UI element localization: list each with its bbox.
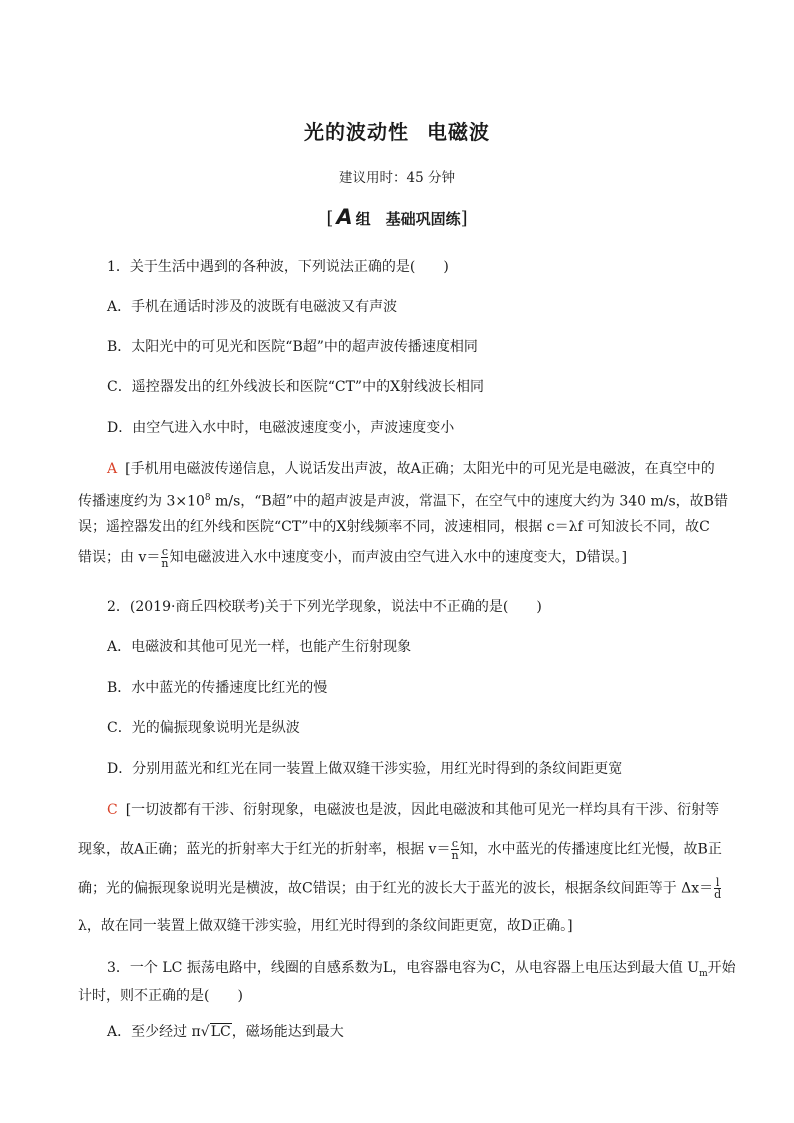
q1-option-a: A．手机在通话时涉及的波既有电磁波又有声波	[107, 299, 398, 315]
q3-option-a: A．至少经过 π√LC，磁场能达到最大	[107, 1024, 344, 1040]
q1-explanation-line-2: 传播速度约为 $3\times 10^8$ m/s，“B超”中的超声波是声波，常温下，在空气中的速度大约为 340 m/s，故B错	[78, 493, 728, 510]
q2-option-c: C．光的偏振现象说明光是纵波	[107, 720, 300, 736]
q3-stem-line-2: 计时，则不正确的是( )	[78, 988, 243, 1004]
title-part-2: 电磁波	[427, 120, 490, 144]
q2-answer: C	[107, 802, 118, 818]
fraction-c-over-n: $\frac{c}{n}$	[451, 837, 459, 862]
q1-option-b: B．太阳光中的可见光和医院“B超”中的超声波传播速度相同	[107, 339, 478, 355]
q1-explanation-line-3: 误；遥控器发出的红外线和医院“CT”中的X射线频率不同，波速相同，根据 c＝λf 可知波长不同，故C	[78, 519, 710, 535]
q2-explanation-line-2: 现象，故A正确；蓝光的折射率大于红光的折射率，根据 v＝ $\frac{c}{n}$ 知，水中蓝光的传播速度比红光慢，故B正	[78, 837, 722, 862]
group-letter: A	[336, 205, 353, 229]
q2-explanation-line-3: 确；光的偏振现象说明光是横波，故C错误；由于红光的波长大于蓝光的波长，根据条纹间距等于 Δx＝ $\frac{l}{d}$	[78, 876, 722, 901]
group-heading: [ A 组 基础巩固练]	[326, 205, 468, 229]
q1-stem: 1．关于生活中遇到的各种波，下列说法正确的是( )	[107, 259, 449, 275]
q2-explanation-line-1: C [一切波都有干涉、衍射现象，电磁波也是波，因此电磁波和其他可见光一样均具有干涉、衍射等	[107, 802, 720, 818]
group-label: 组 基础巩固练	[355, 210, 461, 228]
page-title	[0, 116, 794, 145]
q1-option-d: D．由空气进入水中时，电磁波速度变小，声波速度变小	[107, 420, 455, 436]
q2-stem: 2．(2019·商丘四校联考)关于下列光学现象，说法中不正确的是( )	[107, 599, 542, 615]
q3-stem-line-1: 3．一个 LC 振荡电路中，线圈的自感系数为L，电容器电容为C，从电容器上电压达到最大值 $U_m$开始	[107, 960, 736, 979]
q1-explanation-line-4: 错误；由 v＝ $\frac{c}{n}$ 知电磁波进入水中速度变小，而声波由空气进入水中的速度变大，D错误。]	[78, 545, 628, 570]
q1-answer: A	[107, 461, 118, 477]
q2-option-b: B．水中蓝光的传播速度比红光的慢	[107, 680, 328, 696]
q1-explanation-line-1: A [手机用电磁波传递信息，人说话发出声波，故A正确；太阳光中的可见光是电磁波，在真空中的	[107, 461, 715, 477]
q1-option-c: C．遥控器发出的红外线波长和医院“CT”中的X射线波长相同	[107, 379, 485, 395]
fraction-l-over-d: $\frac{l}{d}$	[714, 876, 722, 901]
sqrt-lc: LC	[210, 1024, 231, 1040]
q2-explanation-line-4: λ，故在同一装置上做双缝干涉实验，用红光时得到的条纹间距更宽，故D正确。]	[78, 918, 573, 934]
q2-option-a: A．电磁波和其他可见光一样，也能产生衍射现象	[107, 639, 412, 655]
title-part-1: 光的波动性	[304, 120, 409, 144]
suggested-time: 建议用时：45 分钟	[339, 170, 455, 186]
fraction-c-over-n: $\frac{c}{n}$	[161, 545, 169, 570]
q2-option-d: D．分别用蓝光和红光在同一装置上做双缝干涉实验，用红光时得到的条纹间距更宽	[107, 761, 623, 777]
